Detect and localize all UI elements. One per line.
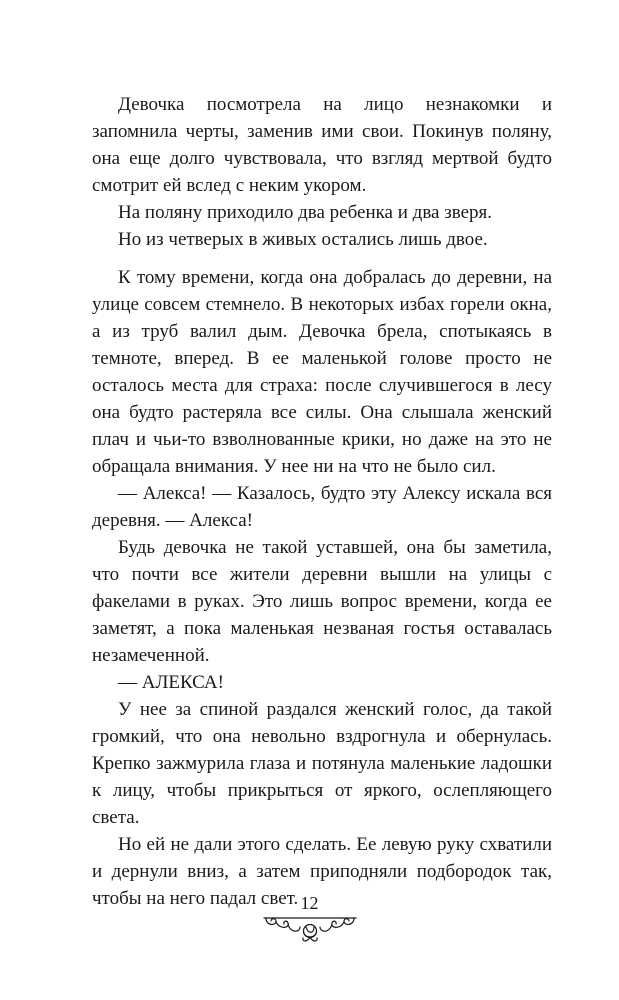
paragraph: У нее за спиной раздался женский голос, да такой громкий, что она невольно вздрогнула и обернулась. Крепко зажмурила глаза и потянула маленькие ладошки к лицу, чтобы прикрыться от яркого, ослепляющего света.: [92, 699, 552, 828]
paragraph: К тому времени, когда она добралась до деревни, на улице совсем стемнело. В некоторых избах горели окна, а из труб валил дым. Девочка брела, спотыкаясь в темноте, вперед. В ее маленькой голове просто не осталось места для страха: после случившегося в лесу она будто растеряла все силы. Она слышала женский плач и чьи-то взволнованные крики, но даже на это не обращала внимания. У нее ни на что не было сил.: [92, 267, 552, 477]
page-number: 12: [300, 893, 319, 913]
paragraph: На поляну приходило два ребенка и два зверя.: [118, 202, 493, 223]
text-section-2: [92, 264, 552, 912]
dialogue-paragraph: — Алекса! — Казалось, будто эту Алексу искала вся деревня. — Алекса!: [92, 483, 552, 531]
text-section-1: [92, 91, 552, 253]
dialogue-paragraph: — АЛЕКСА!: [118, 672, 224, 693]
scroll-ornament-icon: [262, 914, 358, 946]
paragraph: Девочка посмотрела на лицо незнакомки и запомнила черты, заменив ими свои. Покинув поляну, она еще долго чувствовала, что взгляд мертвой будто смотрит ей вслед с неким укором.: [92, 94, 552, 196]
paragraph: Будь девочка не такой уставшей, она бы заметила, что почти все жители деревни вышли на улицы с факелами в руках. Это лишь вопрос времени, когда ее заметят, а пока маленькая незваная гостья оставалась незамеченной.: [92, 537, 552, 666]
paragraph: Но из четверых в живых остались лишь двое.: [118, 229, 488, 250]
paragraph: Но ей не дали этого сделать. Ее левую руку схватили и дернули вниз, а затем приподняли подбородок так, чтобы на него падал свет.: [92, 834, 552, 909]
